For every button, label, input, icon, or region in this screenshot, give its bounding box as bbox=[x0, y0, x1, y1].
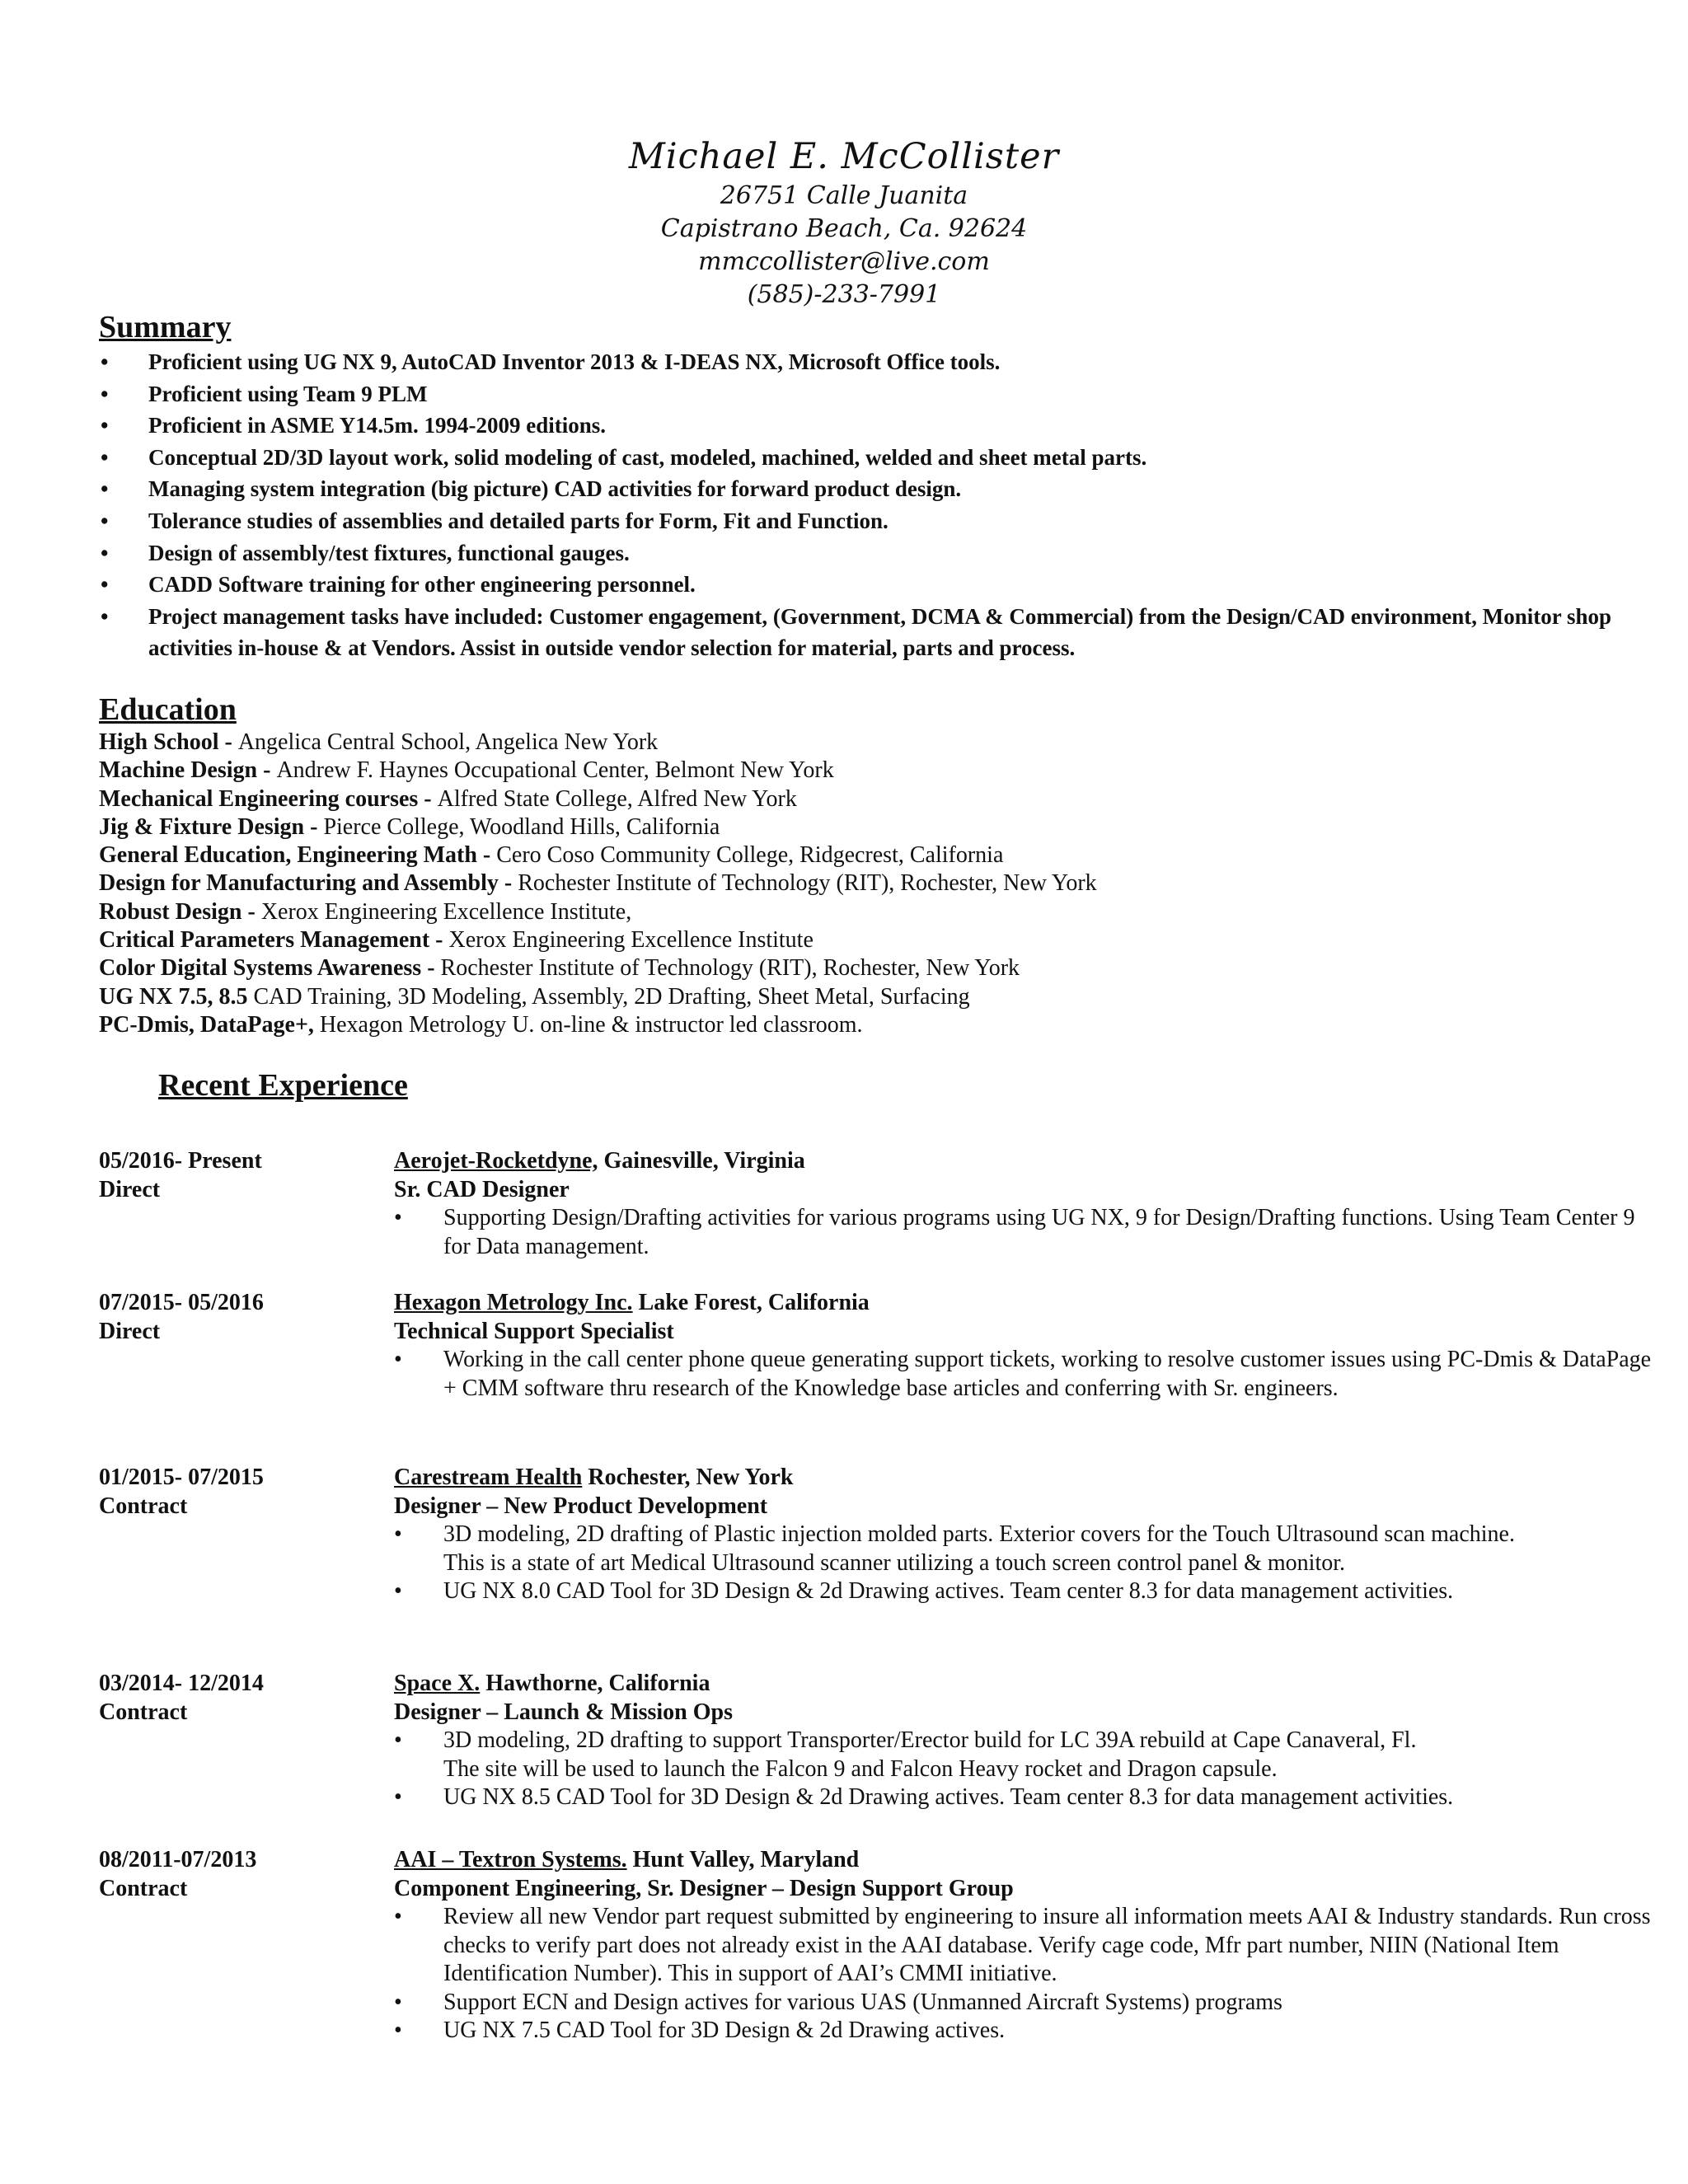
education-label: PC-Dmis, DataPage+, bbox=[99, 1011, 320, 1038]
summary-item bbox=[99, 537, 1648, 569]
bullet-icon: • bbox=[394, 1521, 402, 1547]
summary-heading: Summary bbox=[99, 310, 232, 344]
job-bullet-text: Supporting Design/Drafting activities for various programs using UG NX, 9 for Design/Drafting functions. Using Team Center 9 for Data management. bbox=[443, 1205, 1635, 1259]
job-details bbox=[394, 1846, 1663, 2046]
job-bullet-text: 3D modeling, 2D drafting to support Transporter/Erector build for LC 39A rebuild at Cape Canaveral, Fl. bbox=[443, 1727, 1417, 1753]
job-employer bbox=[394, 1289, 1663, 1318]
bullet-icon: • bbox=[394, 1205, 402, 1230]
job-dates: 03/2014- 12/2014 bbox=[99, 1671, 264, 1696]
bullet-icon: • bbox=[101, 603, 109, 629]
education-label: Jig & Fixture Design - bbox=[99, 813, 324, 840]
company-name: Space X. bbox=[394, 1671, 481, 1696]
education-label: Critical Parameters Management - bbox=[99, 927, 449, 954]
street-address: 26751 Calle Juanita bbox=[720, 181, 968, 210]
education-row bbox=[99, 785, 1648, 813]
summary-item bbox=[99, 410, 1648, 442]
job-bullet-text: UG NX 8.5 CAD Tool for 3D Design & 2d Drawing actives. Team center 8.3 for data management activities. bbox=[443, 1784, 1454, 1810]
job-type: Contract bbox=[99, 1493, 188, 1519]
education-detail: Pierce College, Woodland Hills, California bbox=[323, 813, 720, 840]
education-label: General Education, Engineering Math - bbox=[99, 842, 497, 869]
job-bullet bbox=[394, 1346, 1663, 1403]
education-row bbox=[99, 813, 1648, 841]
job-bullet-text: UG NX 8.0 CAD Tool for 3D Design & 2d Drawing actives. Team center 8.3 for data management activities. bbox=[443, 1578, 1454, 1604]
job-meta bbox=[99, 1464, 379, 1521]
education-detail: Alfred State College, Alfred New York bbox=[437, 785, 797, 812]
bullet-icon: • bbox=[101, 413, 109, 438]
education-row bbox=[99, 954, 1648, 982]
education-label: Robust Design - bbox=[99, 898, 261, 925]
education-list bbox=[99, 729, 1648, 1039]
summary-item bbox=[99, 569, 1648, 601]
job-dates: 01/2015- 07/2015 bbox=[99, 1465, 264, 1490]
education-row bbox=[99, 898, 1648, 926]
education-detail: CAD Training, 3D Modeling, Assembly, 2D Drafting, Sheet Metal, Surfacing bbox=[253, 983, 970, 1010]
job-bullet bbox=[394, 1755, 1663, 1784]
bullet-icon: • bbox=[394, 1347, 402, 1372]
education-row bbox=[99, 869, 1648, 898]
summary-item-text: Conceptual 2D/3D layout work, solid modeling of cast, modeled, machined, welded and sheet metal parts. bbox=[148, 444, 1147, 470]
education-detail: Hexagon Metrology U. on-line & instructor led classroom. bbox=[319, 1011, 863, 1038]
job-type: Contract bbox=[99, 1699, 188, 1725]
education-row bbox=[99, 841, 1648, 869]
bullet-icon: • bbox=[101, 381, 109, 406]
job-bullet-text: Review all new Vendor part request submitted by engineering to insure all information meets AAI & Industry standards. Run cross checks to verify part does not already exist in the AAI database. Verify cage code, Mfr part number, NIIN (National Item Identification Number). This in support of AAI’s CMMI initiative. bbox=[443, 1904, 1651, 1986]
job-employer bbox=[394, 1147, 1663, 1176]
job-dates: 07/2015- 05/2016 bbox=[99, 1290, 264, 1315]
contact-header bbox=[0, 134, 1688, 312]
job-bullet-text: 3D modeling, 2D drafting of Plastic injection molded parts. Exterior covers for the Touch Ultrasound scan machine. bbox=[443, 1521, 1515, 1547]
education-row bbox=[99, 729, 1648, 757]
job-details bbox=[394, 1289, 1663, 1403]
candidate-name: Michael E. McCollister bbox=[628, 136, 1060, 177]
job-meta bbox=[99, 1147, 379, 1204]
education-row bbox=[99, 983, 1648, 1011]
bullet-icon: • bbox=[101, 572, 109, 598]
bullet-icon: • bbox=[394, 1578, 402, 1604]
bullet-icon: • bbox=[394, 1784, 402, 1810]
company-name: AAI – Textron Systems. bbox=[394, 1847, 627, 1872]
city-state-zip: Capistrano Beach, Ca. 92624 bbox=[660, 214, 1028, 243]
bullet-icon: • bbox=[101, 508, 109, 533]
summary-item-text: Proficient using Team 9 PLM bbox=[148, 381, 428, 406]
job-bullet bbox=[394, 1204, 1663, 1261]
job-employer bbox=[394, 1670, 1663, 1699]
summary-item bbox=[99, 505, 1648, 537]
job-title: Designer – Launch & Mission Ops bbox=[394, 1699, 733, 1725]
job-dates: 08/2011-07/2013 bbox=[99, 1847, 257, 1872]
summary-item bbox=[99, 346, 1648, 378]
education-row bbox=[99, 926, 1648, 954]
job-employer bbox=[394, 1464, 1663, 1493]
education-label: UG NX 7.5, 8.5 bbox=[99, 983, 254, 1010]
job-dates: 05/2016- Present bbox=[99, 1148, 262, 1174]
summary-item bbox=[99, 473, 1648, 505]
job-bullet-text: This is a state of art Medical Ultrasound scanner utilizing a touch screen control panel & monitor. bbox=[443, 1549, 1346, 1576]
job-bullet bbox=[394, 1989, 1663, 2018]
education-label: Machine Design - bbox=[99, 757, 277, 784]
education-detail: Rochester Institute of Technology (RIT), Rochester, New York bbox=[440, 955, 1020, 982]
job-type: Direct bbox=[99, 1318, 161, 1344]
company-location: Rochester, New York bbox=[582, 1465, 794, 1490]
job-bullet-text: Support ECN and Design actives for various UAS (Unmanned Aircraft Systems) programs bbox=[443, 1989, 1282, 2015]
summary-item bbox=[99, 442, 1648, 474]
summary-item-text: Managing system integration (big picture) CAD activities for forward product design. bbox=[148, 476, 962, 502]
education-detail: Rochester Institute of Technology (RIT), Rochester, New York bbox=[518, 870, 1097, 897]
experience-heading: Recent Experience bbox=[158, 1068, 408, 1103]
summary-list bbox=[99, 346, 1648, 664]
education-heading: Education bbox=[99, 692, 237, 727]
summary-item bbox=[99, 378, 1648, 410]
education-row bbox=[99, 1011, 1648, 1039]
education-detail: Cero Coso Community College, Ridgecrest, California bbox=[496, 842, 1004, 869]
summary-item-text: Proficient in ASME Y14.5m. 1994-2009 editions. bbox=[148, 413, 606, 438]
education-label: Mechanical Engineering courses - bbox=[99, 785, 438, 812]
company-location: Hunt Valley, Maryland bbox=[626, 1847, 860, 1872]
summary-item-text: Tolerance studies of assemblies and detailed parts for Form, Fit and Function. bbox=[148, 508, 889, 533]
summary-item-text: Proficient using UG NX 9, AutoCAD Inventor 2013 & I-DEAS NX, Microsoft Office tools. bbox=[148, 349, 1001, 374]
bullet-icon: • bbox=[101, 444, 109, 470]
summary-item-text: CADD Software training for other engineering personnel. bbox=[148, 572, 696, 598]
job-title: Technical Support Specialist bbox=[394, 1318, 674, 1344]
job-title: Component Engineering, Sr. Designer – Design Support Group bbox=[394, 1875, 1014, 1901]
summary-item-text: Design of assembly/test fixtures, functional gauges. bbox=[148, 540, 630, 565]
job-title: Sr. CAD Designer bbox=[394, 1176, 570, 1202]
education-label: High School - bbox=[99, 729, 238, 755]
job-type: Direct bbox=[99, 1176, 161, 1202]
job-meta bbox=[99, 1670, 379, 1727]
bullet-icon: • bbox=[101, 476, 109, 502]
education-row bbox=[99, 757, 1648, 785]
bullet-icon: • bbox=[394, 2018, 402, 2043]
company-location: Lake Forest, California bbox=[632, 1290, 870, 1315]
company-location: Gainesville, Virginia bbox=[598, 1148, 805, 1174]
job-bullet bbox=[394, 1577, 1663, 1606]
bullet-icon: • bbox=[394, 1904, 402, 1929]
education-detail: Xerox Engineering Excellence Institute bbox=[448, 927, 814, 954]
company-name: Aerojet-Rocketdyne, bbox=[394, 1148, 598, 1174]
job-type: Contract bbox=[99, 1875, 188, 1901]
job-details bbox=[394, 1670, 1663, 1812]
job-title: Designer – New Product Development bbox=[394, 1493, 768, 1519]
job-details bbox=[394, 1464, 1663, 1606]
bullet-icon: • bbox=[101, 349, 109, 374]
education-label: Design for Manufacturing and Assembly - bbox=[99, 870, 518, 897]
bullet-icon: • bbox=[394, 1727, 402, 1753]
job-bullet bbox=[394, 1727, 1663, 1755]
job-bullet bbox=[394, 1903, 1663, 1989]
job-meta bbox=[99, 1289, 379, 1346]
job-bullet-text: UG NX 7.5 CAD Tool for 3D Design & 2d Drawing actives. bbox=[443, 2018, 1006, 2043]
education-label: Color Digital Systems Awareness - bbox=[99, 955, 441, 982]
company-name: Carestream Health bbox=[394, 1465, 583, 1490]
bullet-icon: • bbox=[101, 540, 109, 565]
company-name: Hexagon Metrology Inc. bbox=[394, 1290, 633, 1315]
job-bullet bbox=[394, 1521, 1663, 1549]
job-employer bbox=[394, 1846, 1663, 1875]
summary-item-text: Project management tasks have included: Customer engagement, (Government, DCMA & Commercial) from the Design/CAD environment, Monitor shop activities in-house & at Vendors. Assist in outside vendor selection for material, parts and process. bbox=[148, 603, 1612, 661]
phone-number: (585)-233-7991 bbox=[747, 280, 941, 309]
bullet-icon: • bbox=[394, 1989, 402, 2015]
education-detail: Angelica Central School, Angelica New York bbox=[237, 729, 659, 755]
job-details bbox=[394, 1147, 1663, 1261]
email-address[interactable]: mmccollister@live.com bbox=[698, 247, 990, 276]
job-bullet-text: Working in the call center phone queue generating support tickets, working to resolve customer issues using PC-Dmis & DataPage + CMM software thru research of the Knowledge base articles and conferring with Sr. engineers. bbox=[443, 1347, 1652, 1401]
education-detail: Andrew F. Haynes Occupational Center, Belmont New York bbox=[276, 757, 834, 784]
job-bullet bbox=[394, 1783, 1663, 1812]
company-location: Hawthorne, California bbox=[480, 1671, 710, 1696]
education-detail: Xerox Engineering Excellence Institute, bbox=[260, 898, 632, 925]
job-bullet bbox=[394, 2017, 1663, 2046]
summary-item bbox=[99, 601, 1648, 664]
job-bullet-text: The site will be used to launch the Falcon 9 and Falcon Heavy rocket and Dragon capsule. bbox=[443, 1755, 1278, 1782]
job-bullet bbox=[394, 1549, 1663, 1578]
job-meta bbox=[99, 1846, 379, 1903]
